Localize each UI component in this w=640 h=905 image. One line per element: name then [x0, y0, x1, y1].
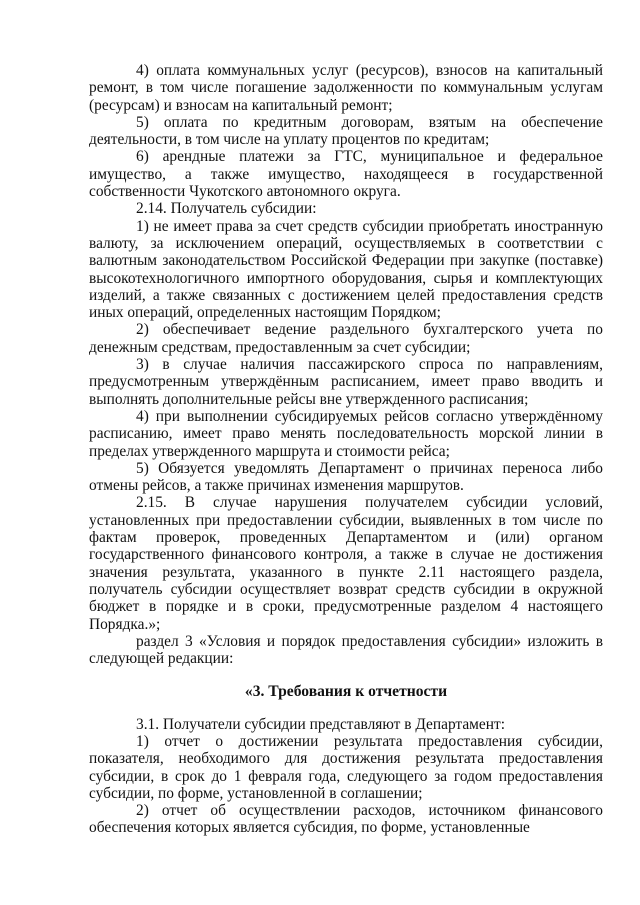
paragraph-2-14-item-4: 4) при выполнении субсидируемых рейсов согласно утверждённому расписанию, имеет право менять последовательность морской линии в пределах утвержденного маршрута и стоимости рейса; [89, 407, 603, 460]
paragraph-3-1: 3.1. Получатели субсидии представляют в Департамент: [136, 715, 505, 733]
section-heading: «3. Требования к отчетности [244, 683, 448, 701]
paragraph-section-3-intro: раздел 3 «Условия и порядок предоставления субсидии» изложить в следующей редакции: [89, 632, 603, 668]
paragraph-item-5-loans: 5) оплата по кредитным договорам, взятым на обеспечение деятельности, в том числе на уплату процентов по кредитам; [89, 113, 603, 149]
document-page [89, 62, 603, 837]
paragraph-2-14-title: 2.14. Получатель субсидии: [136, 200, 317, 218]
paragraph-2-14-item-2: 2) обеспечивает ведение раздельного бухгалтерского учета по денежным средствам, предоставленным за счет субсидии; [89, 321, 603, 356]
paragraph-2-14-item-5: 5) Обязуется уведомлять Департамент о причинах переноса либо отмены рейсов, а также причинах изменения маршрутов. [89, 459, 603, 495]
paragraph-2-15: 2.15. В случае нарушения получателем субсидии условий, установленных при предоставлении субсидии, выявленных в том числе по фактам проверок, проведенных Департаментом и (или) органом государственного финансового контроля, а также в случае не достижения значения результата, указанного в пункте 2.11 настоящего раздела, получатель субсидии осуществляет возврат средств субсидии в окружной бюджет в порядке и в сроки, предусмотренные разделом 4 настоящего Порядка.»; [89, 494, 603, 633]
paragraph-item-6-rent: 6) арендные платежи за ГТС, муниципальное и федеральное имущество, а также имущество, находящееся в государственной собственности Чукотского автономного округа. [89, 148, 603, 201]
paragraph-3-1-item-1: 1) отчет о достижении результата предоставления субсидии, показателя, необходимого для достижения результата предоставления субсидии, в срок до 1 февраля года, следующего за годом предоставления субсидии, по форме, установленной в соглашении; [89, 732, 603, 802]
paragraph-2-14-item-3: 3) в случае наличия пассажирского спроса по направлениям, предусмотренным утверждённым расписанием, имеет право вводить и выполнять дополнительные рейсы вне утвержденного расписания; [89, 356, 603, 408]
paragraph-2-14-item-1: 1) не имеет права за счет средств субсидии приобретать иностранную валюту, за исключением операций, осуществляемых в соответствии с валютным законодательством Российской Федерации при закупке (поставке) высокотехнологичного импортного оборудования, сырья и комплектующих изделий, а также связанных с достижением целей предоставления средств иных операций, определенных настоящим Порядком; [89, 217, 603, 322]
paragraph-item-4-utilities: 4) оплата коммунальных услуг (ресурсов), взносов на капитальный ремонт, в том числе погашение задолженности по коммунальным услугам (ресурсам) и взносам на капитальный ремонт; [89, 62, 603, 114]
paragraph-3-1-item-2: 2) отчет об осуществлении расходов, источником финансового обеспечения которых является субсидия, по форме, установленные [89, 802, 603, 837]
